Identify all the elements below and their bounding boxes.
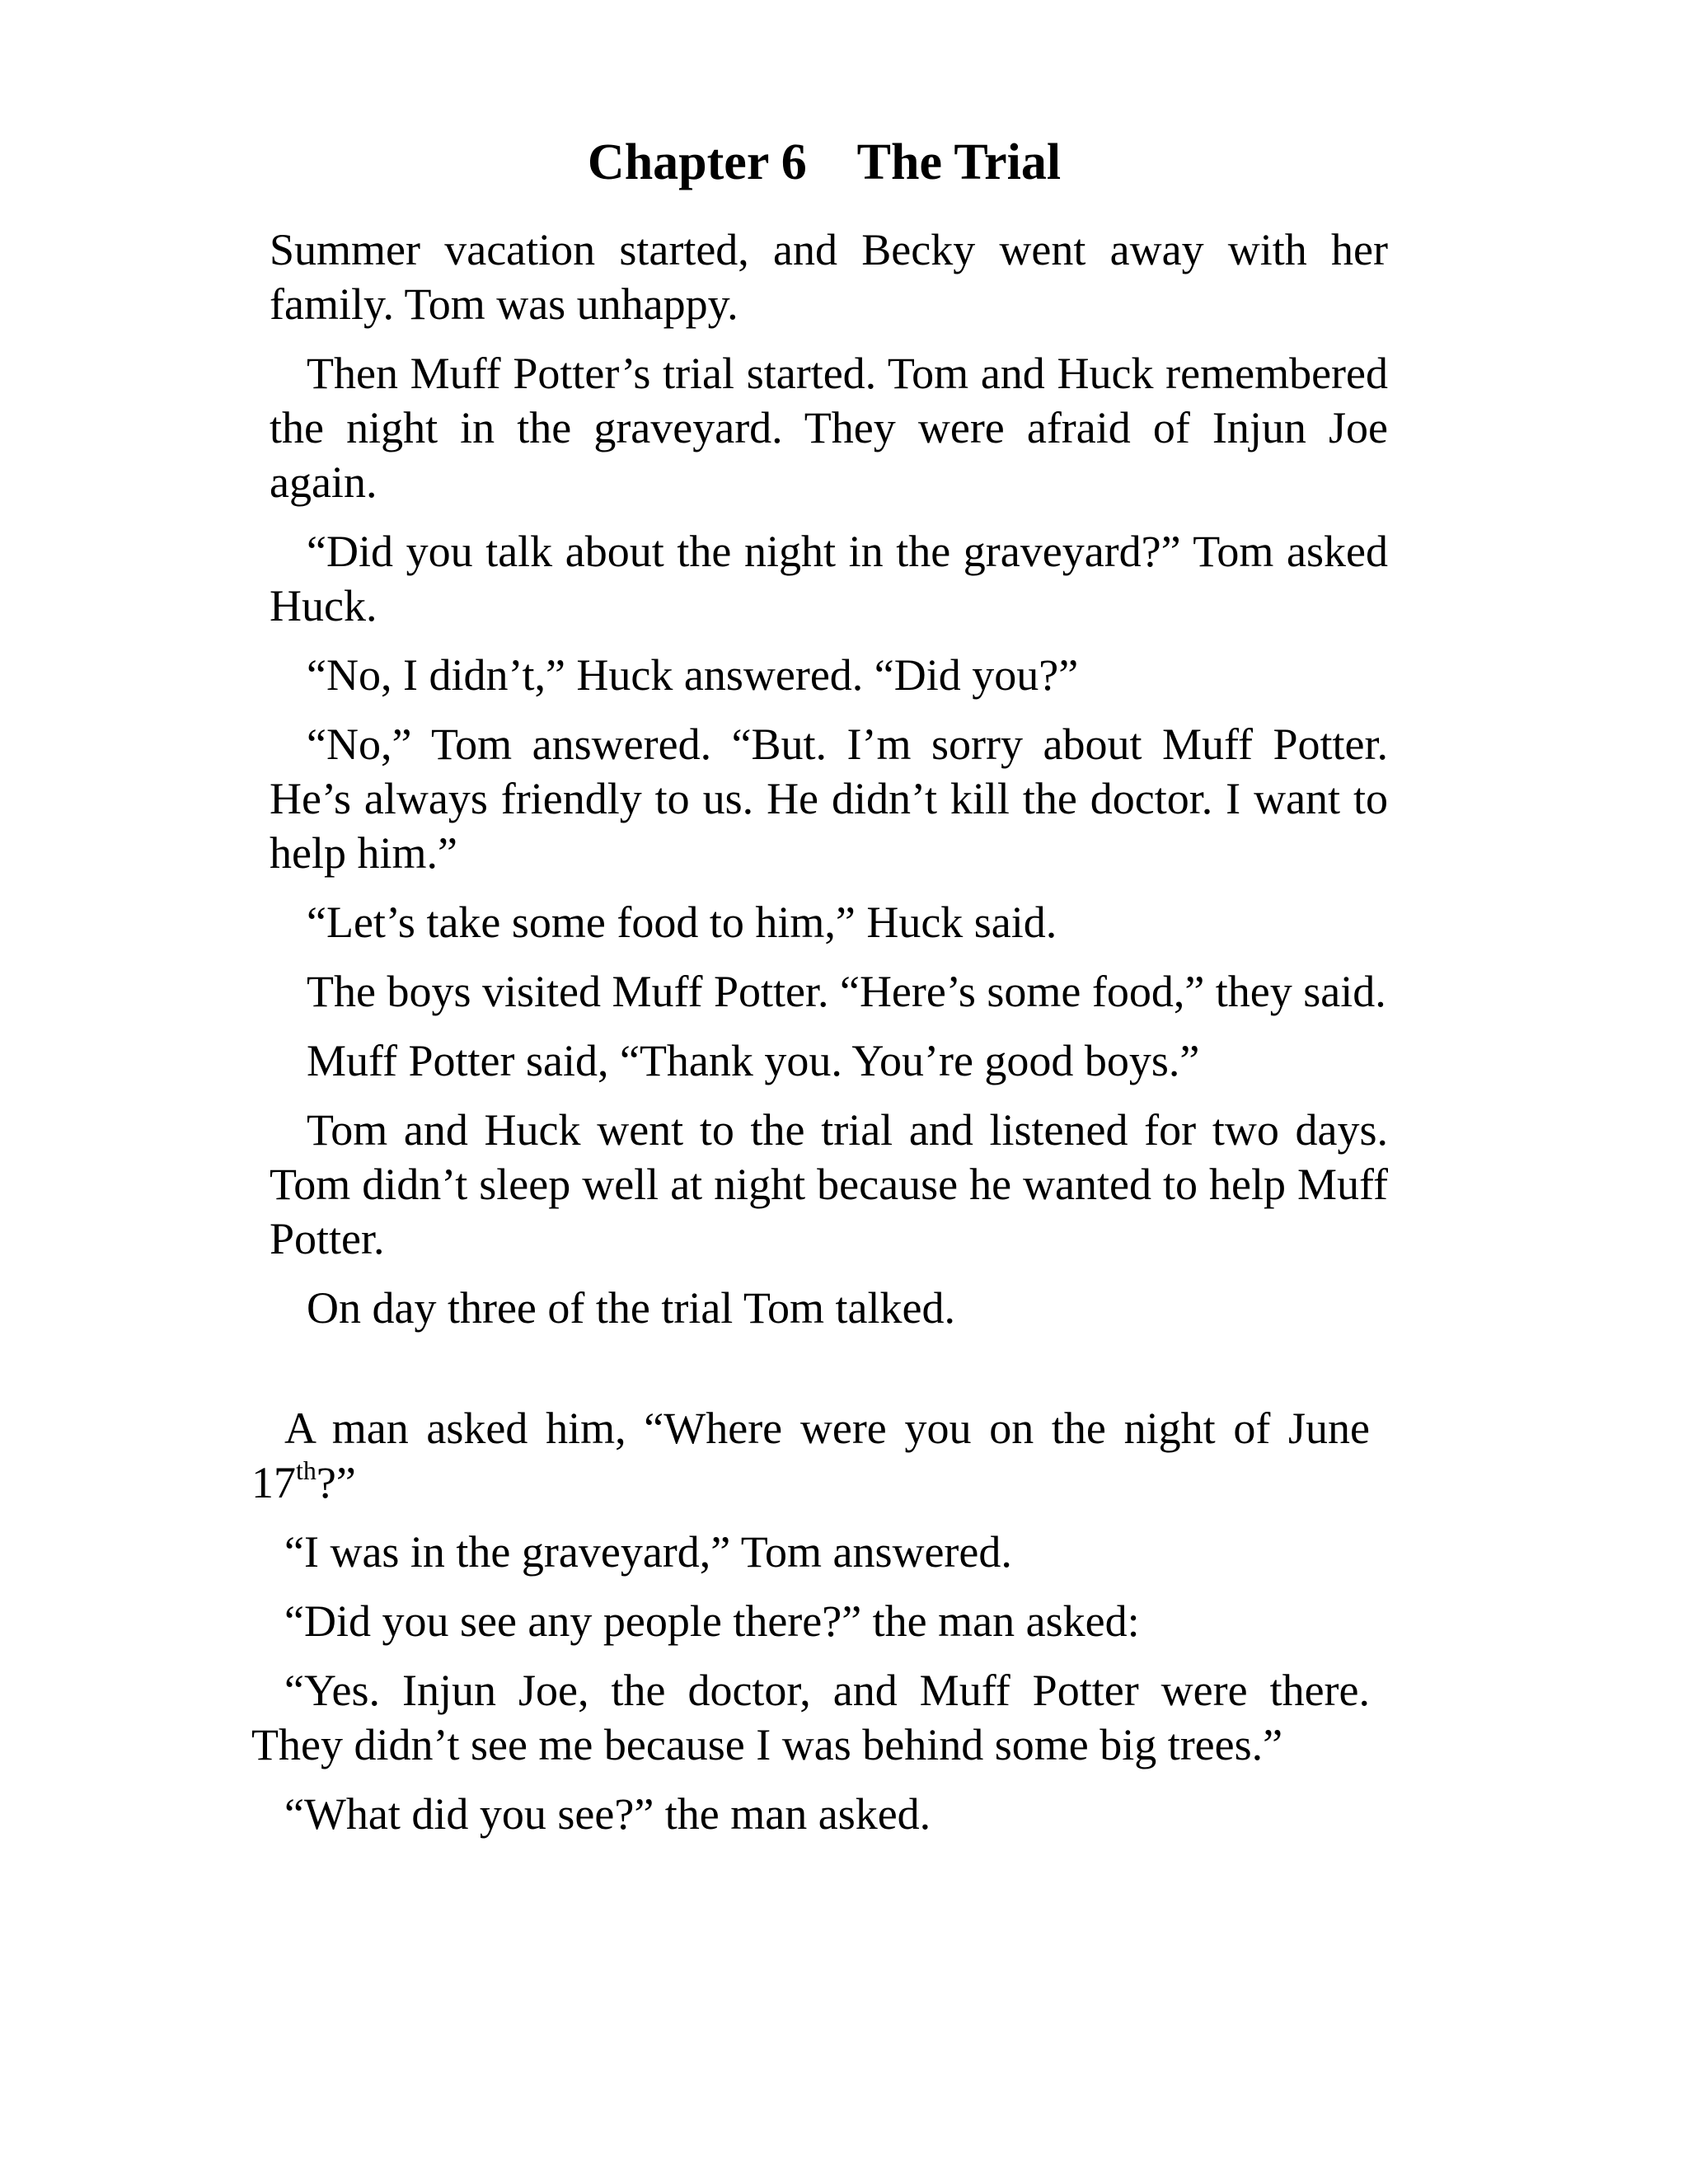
ordinal-superscript: th (296, 1455, 316, 1485)
paragraph: “No,” Tom answered. “But. I’m sorry about Muff Potter. He’s always friendly to us. He didn’t kill the doctor. I want to help him.” (270, 719, 1388, 878)
paragraph: “I was in the graveyard,” Tom answered. (284, 1527, 1012, 1577)
paragraph: On day three of the trial Tom talked. (307, 1283, 955, 1333)
paragraph: “Yes. Injun Joe, the doctor, and Muff Potter were there. They didn’t see me because I was behind some big trees.” (251, 1666, 1370, 1769)
question-text: A man asked him, “Where were you on the night of June 17 (251, 1404, 1370, 1507)
paragraph: “Let’s take some food to him,” Huck said. (307, 898, 1057, 947)
paragraph: Muff Potter said, “Thank you. You’re good boys.” (307, 1036, 1200, 1085)
paragraph: “Did you see any people there?” the man asked: (284, 1596, 1140, 1646)
body-text-continued (251, 1401, 1370, 1856)
paragraph: “Did you talk about the night in the graveyard?” Tom asked Huck. (270, 527, 1388, 630)
paragraph: “What did you see?” the man asked. (284, 1789, 931, 1839)
chapter-title: Chapter 6 The Trial (587, 134, 1062, 190)
paragraph: “No, I didn’t,” Huck answered. “Did you?” (307, 650, 1079, 700)
paragraph: The boys visited Muff Potter. “Here’s some food,” they said. (307, 967, 1386, 1016)
question-end: ?” (316, 1458, 356, 1507)
paragraph: Then Muff Potter’s trial started. Tom and Huck remembered the night in the graveyard. They were afraid of Injun Joe again. (270, 349, 1388, 507)
question-paragraph (251, 1401, 1370, 1510)
paragraph: Tom and Huck went to the trial and listened for two days. Tom didn’t sleep well at night because he wanted to help Muff Potter. (270, 1105, 1388, 1263)
body-text (270, 223, 1388, 1350)
paragraph: Summer vacation started, and Becky went away with her family. Tom was unhappy. (270, 225, 1388, 329)
